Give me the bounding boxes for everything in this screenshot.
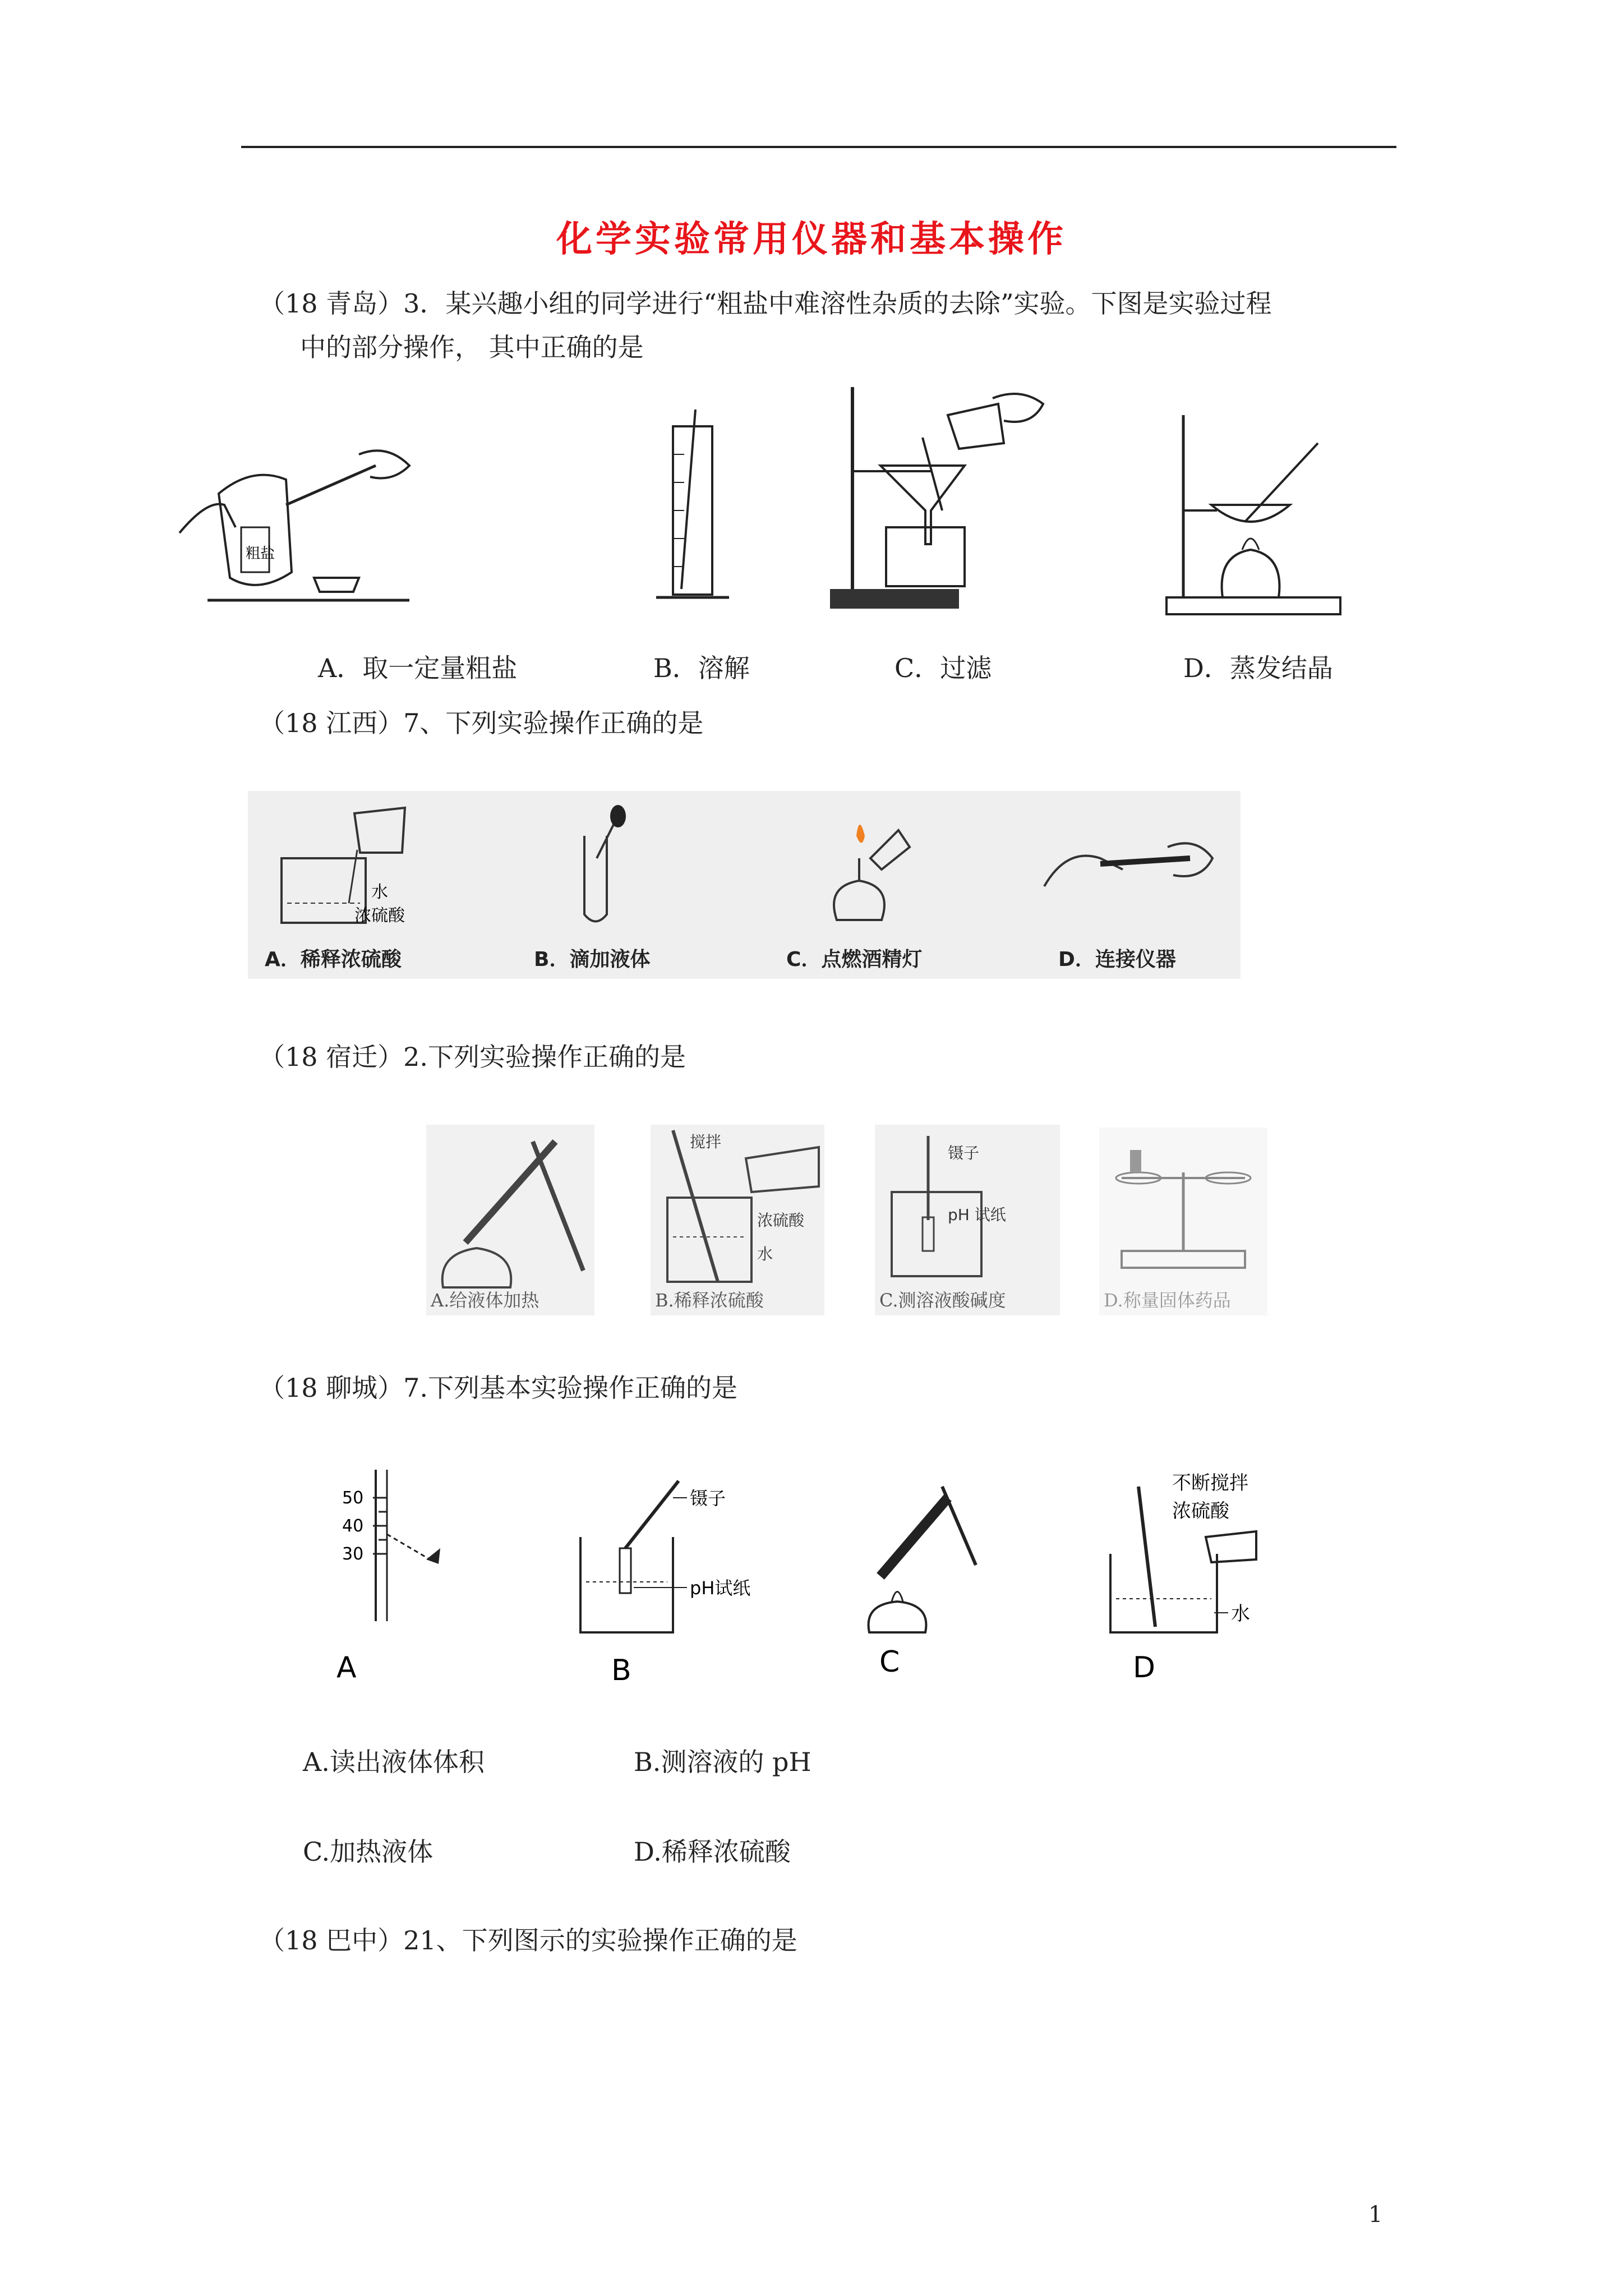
q4-label-water: 水 <box>1231 1603 1250 1625</box>
q4-option-d: D.稀释浓硫酸 <box>634 1837 791 1867</box>
q3-figure-d <box>1099 1128 1267 1315</box>
q2-option-c: C．点燃酒精灯 <box>786 948 923 971</box>
q1-stem-line1: （18 青岛）3．某兴趣小组的同学进行“粗盐中难溶性杂质的去除”实验。下图是实验过程 <box>259 288 1272 319</box>
q4-stem: （18 聊城）7.下列基本实验操作正确的是 <box>259 1373 738 1403</box>
q4-figure-c <box>847 1464 993 1677</box>
q2-option-a: A．稀释浓硫酸 <box>265 948 402 971</box>
q4-figure-b <box>561 1464 774 1683</box>
page-number: 1 <box>1368 2202 1383 2228</box>
q3-label-stir: 搅拌 <box>690 1133 722 1151</box>
q1-figure-b <box>651 409 740 617</box>
q4-letter-c: C <box>879 1645 900 1677</box>
q1-option-d: D．蒸发结晶 <box>1183 653 1333 683</box>
q3-label-water: 水 <box>757 1245 773 1263</box>
q1-stem-line2: 中的部分操作， 其中正确的是 <box>300 332 644 362</box>
q1-option-a: A．取一定量粗盐 <box>318 653 518 683</box>
q4-letter-a: A <box>336 1651 357 1683</box>
q2-stem: （18 江西）7、下列实验操作正确的是 <box>259 708 704 738</box>
q3-caption-b: B.稀释浓硫酸 <box>655 1290 764 1311</box>
q4-option-a: A.读出液体体积 <box>303 1747 485 1777</box>
q2-figure-panel <box>248 791 1241 979</box>
q3-label-ph-paper: pH 试纸 <box>948 1205 1006 1224</box>
q3-figure-a <box>426 1125 594 1315</box>
q3-stem: （18 宿迁）2.下列实验操作正确的是 <box>259 1042 686 1072</box>
q3-caption-c: C.测溶液酸碱度 <box>879 1290 1006 1311</box>
q1-figure-a <box>174 432 421 606</box>
q4-label-ph-paper: pH试纸 <box>690 1577 751 1599</box>
q4-option-b: B.测溶液的 pH <box>634 1747 811 1777</box>
q4-scale-30: 30 <box>342 1544 364 1564</box>
q4-scale-40: 40 <box>342 1516 364 1536</box>
q1-figure-d <box>1150 409 1352 623</box>
q2-label-acid: 浓硫酸 <box>354 906 405 926</box>
q4-option-c: C.加热液体 <box>303 1837 434 1867</box>
q3-caption-a: A.给液体加热 <box>431 1290 540 1311</box>
document-title: 化学实验常用仪器和基本操作 <box>556 219 1067 260</box>
q4-scale-50: 50 <box>342 1488 364 1508</box>
q1-figure-c <box>819 381 1054 617</box>
q5-stem: （18 巴中）21、下列图示的实验操作正确的是 <box>259 1925 797 1955</box>
q4-letter-b: B <box>611 1654 631 1683</box>
q3-label-tweezers: 镊子 <box>948 1144 980 1162</box>
q2-figure-d <box>1033 825 1224 898</box>
q4-label-acid: 浓硫酸 <box>1172 1500 1229 1522</box>
q2-label-water: 水 <box>371 882 388 902</box>
q3-caption-d: D.称量固体药品 <box>1104 1290 1231 1311</box>
q4-label-tweezers: 镊子 <box>690 1488 726 1509</box>
q1-option-b: B．溶解 <box>653 653 750 683</box>
q3-figure-b <box>651 1125 824 1315</box>
header-rule <box>241 146 1396 148</box>
q4-figure-d <box>1094 1464 1329 1683</box>
q2-figure-a <box>270 797 416 931</box>
q2-figure-c <box>803 808 915 926</box>
q4-letter-d: D <box>1133 1651 1156 1683</box>
q3-figure-c <box>875 1125 1060 1315</box>
q3-label-acid: 浓硫酸 <box>757 1211 805 1230</box>
q2-figure-b <box>562 802 640 931</box>
q2-option-d: D．连接仪器 <box>1058 948 1176 971</box>
q2-option-b: B．滴加液体 <box>534 948 651 971</box>
q1-bottle-label: 粗盐 <box>246 545 275 562</box>
q4-figure-a <box>320 1464 465 1683</box>
q1-option-c: C．过滤 <box>895 653 992 683</box>
q4-label-stir: 不断搅拌 <box>1172 1472 1248 1494</box>
